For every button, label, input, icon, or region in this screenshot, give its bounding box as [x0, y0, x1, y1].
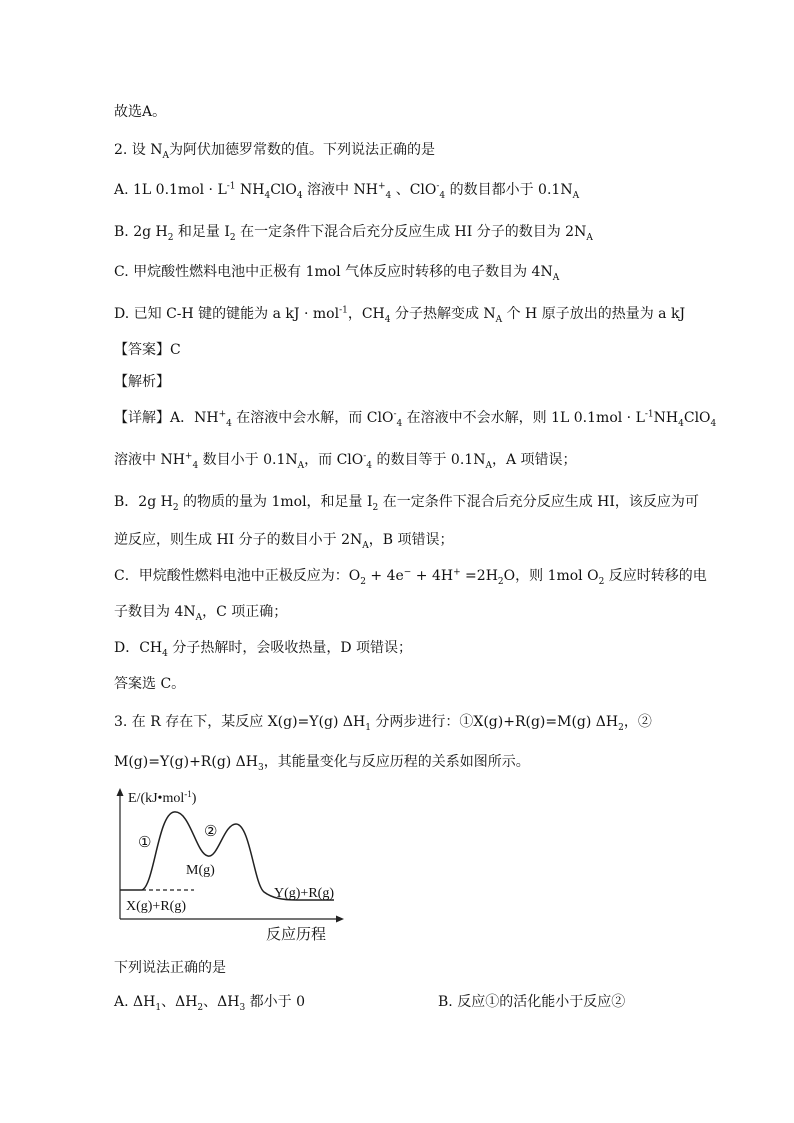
subscript: 1: [365, 722, 371, 733]
text: B. 反应①的活化能小于反应②: [438, 994, 626, 1010]
superscript: +: [184, 451, 193, 462]
energy-diagram: [112, 784, 372, 944]
subscript: 4: [192, 460, 199, 471]
subscript: 4: [366, 460, 373, 471]
text: 反应时转移的电: [604, 568, 707, 584]
text: ，而 ClO: [304, 452, 364, 468]
text: 分两步进行：①X(g)+R(g)=M(g) ΔH: [370, 714, 619, 730]
subscript: 2: [229, 232, 236, 243]
detail-d: [114, 638, 412, 658]
text: 在溶液中不会水解，则 1L 0.1mol · L: [402, 410, 645, 426]
question-3-prompt: [114, 958, 226, 978]
text: 故选A。: [114, 104, 167, 120]
superscript: -1: [226, 181, 236, 192]
text: 个 H 原子放出的热量为 a kJ: [502, 306, 686, 322]
detail-c-line1: [114, 566, 707, 586]
subscript: A: [552, 272, 560, 283]
text: ClO: [270, 182, 297, 198]
text: 溶液中 NH: [302, 182, 378, 198]
option-b: [114, 222, 593, 242]
subscript: 4: [384, 314, 391, 325]
subscript: 1: [155, 1002, 162, 1013]
subscript: 4: [396, 418, 403, 429]
superscript: -: [363, 451, 367, 462]
text: 在溶液中会水解，而 ClO: [231, 410, 394, 426]
analysis-heading: [114, 372, 170, 392]
subscript: 4: [226, 418, 232, 429]
text: NH: [653, 410, 679, 426]
subscript: A: [297, 460, 305, 471]
subscript: 4: [439, 190, 446, 201]
subscript: 2: [497, 576, 504, 587]
superscript: −: [403, 567, 412, 578]
text: 溶液中 NH: [114, 452, 185, 468]
subscript: 2: [167, 232, 174, 243]
text: 和足量 I: [173, 224, 230, 240]
text: D. 已知 C-H 键的键能为 a kJ · mol: [114, 306, 340, 322]
superscript: +: [453, 567, 461, 578]
text: 数目小于 0.1N: [198, 452, 298, 468]
subscript: 4: [162, 648, 168, 659]
text: 逆反应，则生成 HI 分子的数目小于 2N: [114, 532, 363, 548]
option-d: [114, 304, 685, 324]
text: ，其能量变化与反应历程的关系如图所示。: [263, 754, 530, 770]
superscript: -: [393, 409, 397, 420]
text: C．甲烷酸性燃料电池中正极反应为：O: [114, 568, 361, 584]
x-axis-label: 反应历程: [266, 927, 327, 943]
subscript: A: [572, 190, 580, 201]
option-3b: [438, 992, 625, 1012]
text: 、ΔH: [203, 994, 240, 1010]
subscript: 4: [264, 190, 271, 201]
text: 【详解】A．NH: [114, 410, 219, 426]
text: 的数目都小于 0.1N: [445, 182, 573, 198]
text: 在一定条件下混合后充分反应生成 HI，该反应为可: [378, 494, 699, 510]
text: 2. 设 N: [114, 142, 163, 158]
option-c: [114, 262, 559, 282]
subscript: A: [485, 460, 492, 471]
option-a: [114, 180, 579, 200]
subscript: 3: [258, 762, 264, 773]
superscript: -: [436, 181, 440, 192]
text: M(g)=Y(g)+R(g) ΔH: [114, 754, 259, 770]
step-2-label: ②: [204, 824, 218, 840]
text: 3. 在 R 存在下，某反应 X(g)=Y(g) ΔH: [114, 714, 366, 730]
subscript: 4: [385, 190, 392, 201]
detail-c-line2: [114, 602, 287, 622]
text: ，B 项错误；: [368, 532, 454, 548]
question-2: [114, 140, 435, 160]
text: 分子热解时，会吸收热量，D 项错误；: [167, 640, 413, 656]
option-3a: [114, 992, 305, 1012]
text: C. 甲烷酸性燃料电池中正极有 1mol 气体反应时转移的电子数目为 4N: [114, 264, 553, 280]
subscript: A: [195, 612, 203, 623]
text: B. 2g H: [114, 224, 168, 240]
x-axis-arrow: [336, 916, 344, 923]
text: 在一定条件下混合后充分反应生成 HI 分子的数目为 2N: [235, 224, 587, 240]
text: 分子热解变成 N: [390, 306, 496, 322]
subscript: 4: [678, 418, 684, 429]
subscript: 4: [710, 418, 717, 429]
text: A. 1L 0.1mol · L: [114, 182, 227, 198]
subscript: A: [586, 232, 593, 243]
text: 答案选 C。: [114, 676, 186, 692]
text: NH: [235, 182, 265, 198]
reactants-label: X(g)+R(g): [126, 899, 186, 914]
question-3-line1: [114, 712, 652, 732]
text: 、ΔH: [161, 994, 198, 1010]
text: 【解析】: [114, 374, 170, 390]
subscript: 2: [618, 722, 624, 733]
subscript: 2: [360, 576, 366, 587]
text: ，②: [623, 714, 652, 730]
subscript: A: [495, 314, 503, 325]
text: ，CH: [347, 306, 385, 322]
text: 的数目等于 0.1N: [372, 452, 486, 468]
text: O，则 1mol O: [503, 568, 599, 584]
text: D．CH: [114, 640, 163, 656]
detail-b-line2: [114, 530, 454, 550]
subscript: 2: [372, 502, 379, 513]
y-axis-label: E/(kJ•mol$^{-1}$): [128, 789, 197, 806]
step-1-label: ①: [138, 835, 152, 851]
text: 的物质的量为 1mol，和足量 I: [178, 494, 373, 510]
text: 都小于 0: [245, 994, 306, 1010]
superscript: -1: [339, 305, 348, 316]
y-axis-arrow: [117, 788, 124, 796]
subscript: 3: [239, 1002, 246, 1013]
subscript: 4: [296, 190, 303, 201]
superscript: -1: [644, 409, 654, 420]
text: + 4e: [365, 568, 404, 584]
text: 【答案】C: [114, 342, 181, 358]
question-3-line2: [114, 752, 530, 772]
answer: [114, 340, 181, 360]
detail-a-line1: [114, 408, 716, 428]
subscript: A: [162, 150, 170, 161]
detail-a-line2: [114, 450, 577, 470]
subscript: 2: [172, 502, 179, 513]
text: + 4H: [411, 568, 454, 584]
final-answer: [114, 674, 185, 694]
text: A. ΔH: [114, 994, 156, 1010]
subscript: 2: [197, 1002, 204, 1013]
text: 子数目为 4N: [114, 604, 196, 620]
text: =2H: [460, 568, 498, 584]
subscript: A: [362, 540, 369, 551]
intermediate-label: M(g): [186, 863, 215, 878]
text: ClO: [683, 410, 711, 426]
text: B．2g H: [114, 494, 173, 510]
superscript: +: [377, 181, 386, 192]
text: ，C 项正确；: [202, 604, 288, 620]
text: ，A 项错误；: [491, 452, 577, 468]
products-label: Y(g)+R(g): [274, 886, 334, 901]
detail-b-line1: [114, 492, 699, 512]
subscript: 2: [598, 576, 605, 587]
text: 为阿伏加德罗常数的值。下列说法正确的是: [169, 142, 436, 158]
text-line: [114, 102, 166, 122]
text: 、ClO: [391, 182, 437, 198]
superscript: +: [218, 409, 227, 420]
text: 下列说法正确的是: [114, 960, 226, 976]
